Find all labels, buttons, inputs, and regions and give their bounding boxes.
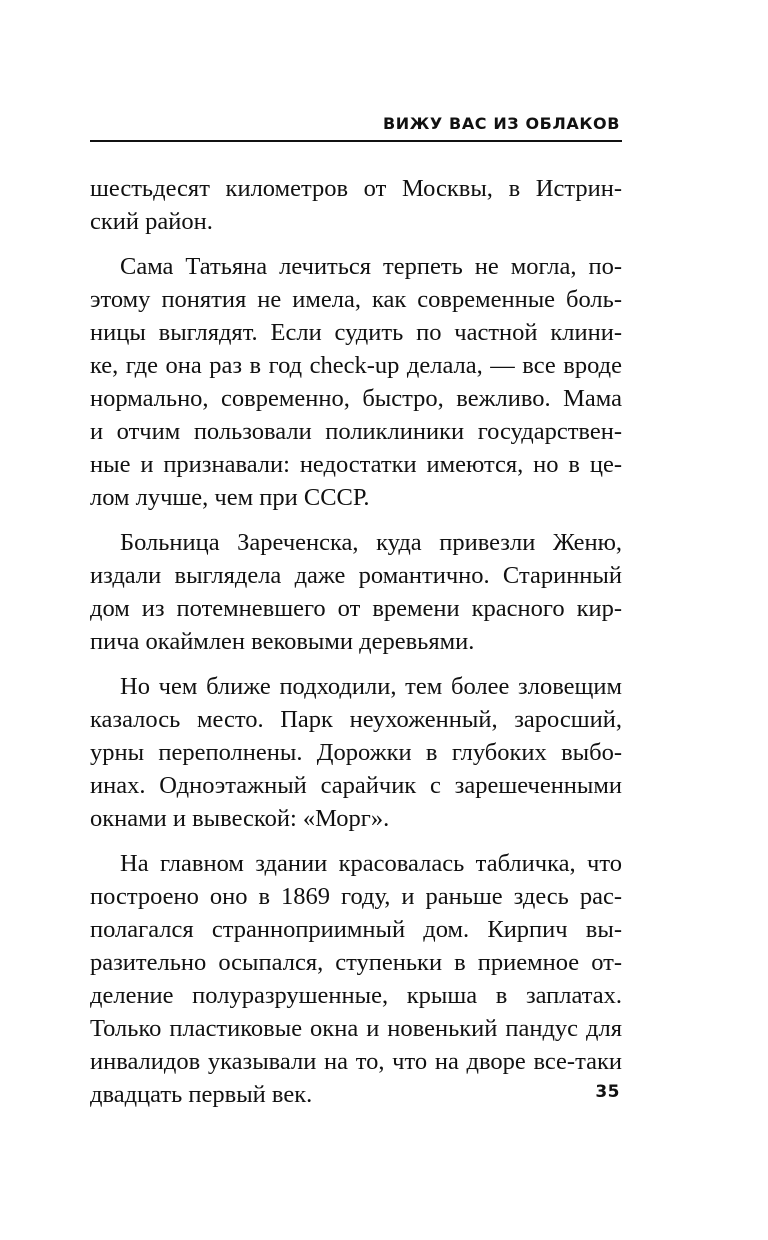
- text-line: нормально, современно, быстро, вежливо. Мама: [90, 385, 622, 412]
- text-line: казалось место. Парк неухоженный, заросший,: [90, 706, 622, 733]
- text-line: Только пластиковые окна и новенький пандус для: [90, 1015, 622, 1042]
- text-line: ский район.: [90, 208, 213, 235]
- text-line: лом лучше, чем при СССР.: [90, 484, 370, 511]
- text-line: урны переполнены. Дорожки в глубоких выбо-: [90, 739, 622, 766]
- text-line: полагался странноприимный дом. Кирпич вы-: [90, 916, 622, 943]
- text-line: деление полуразрушенные, крыша в заплатах.: [90, 982, 622, 1009]
- text-line: Но чем ближе подходили, тем более зловещим: [120, 673, 622, 700]
- paragraph-2: [90, 250, 622, 514]
- text-line: инвалидов указывали на то, что на дворе все-таки: [90, 1048, 622, 1075]
- text-line: инах. Одноэтажный сарайчик с зарешеченными: [90, 772, 622, 799]
- text-line: разительно осыпался, ступеньки в приемное от-: [90, 949, 622, 976]
- running-header-title: ВИЖУ ВАС ИЗ ОБЛАКОВ: [382, 114, 620, 133]
- text-line: окнами и вывеской: «Морг».: [90, 805, 390, 832]
- paragraph-5: [90, 847, 622, 1111]
- header-rule: [90, 140, 622, 142]
- text-line: и отчим пользовали поликлиники государствен-: [90, 418, 622, 445]
- paragraph-1: [90, 172, 622, 238]
- text-line: Больница Зареченска, куда привезли Женю,: [120, 529, 622, 556]
- body-text: [90, 172, 622, 1123]
- text-line: двадцать первый век.: [90, 1081, 313, 1108]
- text-line: построено оно в 1869 году, и раньше здесь рас-: [90, 883, 622, 910]
- page-number: 35: [595, 1082, 620, 1102]
- text-line: Сама Татьяна лечиться терпеть не могла, по-: [120, 253, 622, 280]
- text-line: пича окаймлен вековыми деревьями.: [90, 628, 475, 655]
- text-line: шестьдесят километров от Москвы, в Истрин-: [90, 175, 622, 202]
- text-line: издали выглядела даже романтично. Старинный: [90, 562, 622, 589]
- paragraph-4: [90, 670, 622, 835]
- text-line: дом из потемневшего от времени красного кир-: [90, 595, 622, 622]
- text-line: ке, где она раз в год check-up делала, — все вроде: [90, 352, 622, 379]
- text-line: ные и признавали: недостатки имеются, но в це-: [90, 451, 622, 478]
- text-line: этому понятия не имела, как современные боль-: [90, 286, 622, 313]
- text-line: ницы выглядят. Если судить по частной клини-: [90, 319, 622, 346]
- text-line: На главном здании красовалась табличка, что: [120, 850, 622, 877]
- paragraph-3: [90, 526, 622, 658]
